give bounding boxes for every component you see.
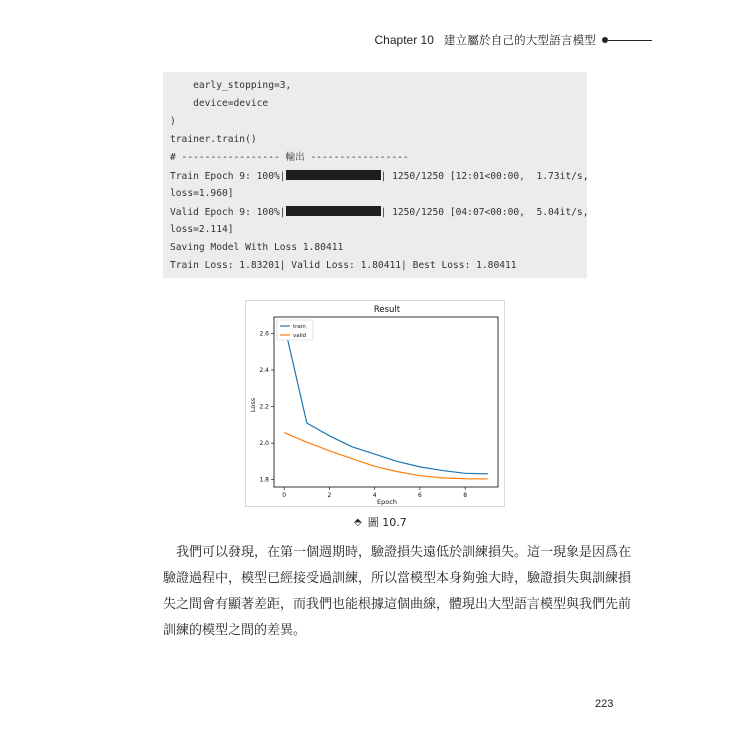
chart-title: Result <box>373 305 401 315</box>
plot-area-frame <box>274 317 498 487</box>
caption-text: 圖 10.7 <box>367 516 407 529</box>
code-line: early_stopping=3, <box>170 80 292 91</box>
header-rule <box>608 40 652 41</box>
code-line: trainer.train() <box>170 134 257 145</box>
code-text: | 1250/1250 [12:01<00:00, 1.73it/s, <box>380 171 589 182</box>
legend-label-train: train <box>293 324 306 330</box>
x-tick-label: 2 <box>327 492 332 499</box>
progress-bar <box>286 170 381 180</box>
x-axis-label: Epoch <box>377 498 397 506</box>
loss-figure <box>245 300 505 507</box>
chapter-label: Chapter 10 <box>374 33 434 47</box>
x-tick-label: 4 <box>372 492 377 499</box>
code-text: | 1250/1250 [04:07<00:00, 5.04it/s, <box>380 207 589 218</box>
progress-bar <box>286 206 381 216</box>
y-tick-label: 2.6 <box>259 330 269 338</box>
code-line: loss=2.114] <box>170 224 234 235</box>
page-number: 223 <box>595 698 614 710</box>
y-tick-label: 1.8 <box>259 476 269 484</box>
chapter-title: 建立屬於自己的大型語言模型 <box>443 33 596 47</box>
figure-caption <box>354 514 407 530</box>
code-line: Saving Model With Loss 1.80411 <box>170 242 344 253</box>
paragraph-line: 我們可以發現，在第一個週期時，驗證損失遠低於訓練損失。這一現象是因爲在 <box>176 545 632 560</box>
y-tick-label: 2.2 <box>259 403 269 411</box>
running-header <box>375 32 652 48</box>
code-text: Train Epoch 9: 100%| <box>170 171 286 182</box>
loss-chart <box>246 301 504 506</box>
y-tick-label: 2.0 <box>259 440 269 448</box>
x-tick-label: 6 <box>418 492 422 499</box>
paragraph-line: 訓練的模型之間的差異。 <box>163 623 307 638</box>
code-line: ) <box>170 116 176 127</box>
code-line: loss=1.960] <box>170 188 234 199</box>
code-line-valid-progress <box>170 206 588 219</box>
x-tick-label: 8 <box>463 492 468 499</box>
body-paragraph <box>163 540 632 644</box>
paragraph-line: 失之間會有顯著差距，而我們也能根據這個曲線，體現出大型語言模型與我們先前 <box>163 597 632 612</box>
figure-marker-icon: ⬘ <box>354 516 362 528</box>
code-text: Valid Epoch 9: 100%| <box>170 207 286 218</box>
code-block <box>163 72 587 278</box>
code-line: device=device <box>170 98 269 109</box>
code-line: # ----------------- 輸出 ----------------- <box>170 152 409 163</box>
code-line-train-progress <box>170 170 588 183</box>
y-axis-label: Loss <box>249 397 257 413</box>
y-tick-label: 2.4 <box>259 367 269 375</box>
legend-label-valid: valid <box>293 333 307 339</box>
code-line: Train Loss: 1.83201| Valid Loss: 1.80411| Best Loss: 1.80411 <box>170 260 517 271</box>
series-line-train <box>284 324 488 474</box>
paragraph-line: 驗證過程中，模型已經接受過訓練，所以當模型本身夠強大時，驗證損失與訓練損 <box>163 571 632 586</box>
x-tick-label: 0 <box>282 492 287 499</box>
